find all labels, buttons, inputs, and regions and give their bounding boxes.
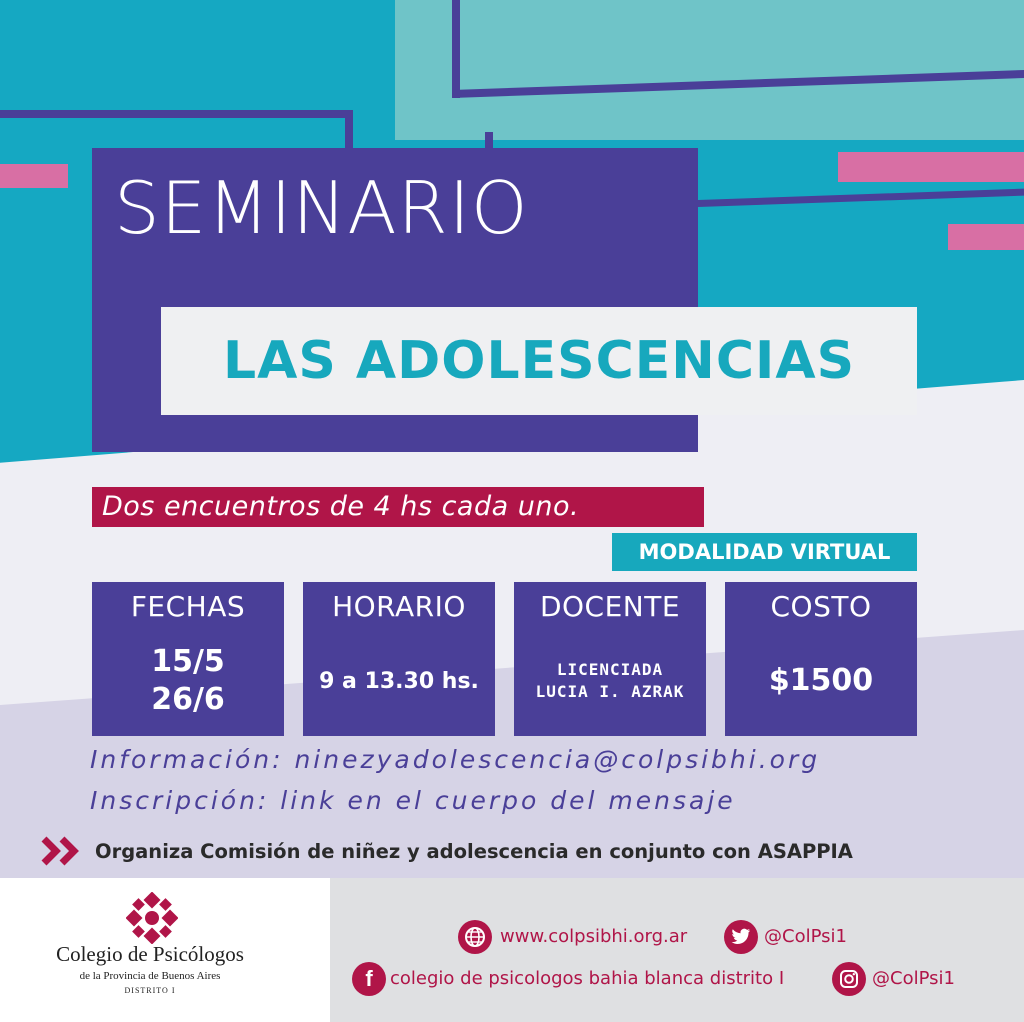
card-fechas xyxy=(92,582,284,736)
logo-district: DISTRITO I xyxy=(124,986,176,995)
decor-pink-bar xyxy=(838,152,1024,182)
twitter-handle[interactable]: @ColPsi1 xyxy=(764,926,847,947)
card-docente xyxy=(514,582,706,736)
card-heading: DOCENTE xyxy=(539,590,681,623)
teacher-title: LICENCIADA xyxy=(556,660,664,679)
website-link[interactable]: www.colpsibhi.org.ar xyxy=(500,926,688,947)
page-title: SEMINARIO xyxy=(114,166,529,250)
college-logo-icon xyxy=(126,892,178,944)
organizer-line: Organiza Comisión de niñez y adolescencia en conjunto con ASAPPIA xyxy=(95,840,853,863)
double-chevron-icon xyxy=(40,836,86,866)
card-heading: FECHAS xyxy=(130,590,246,623)
decor-line xyxy=(345,110,353,150)
globe-icon xyxy=(458,920,492,954)
schedule-value: 9 a 13.30 hs. xyxy=(319,668,479,694)
background-light-teal xyxy=(395,0,1024,140)
date-1: 15/5 xyxy=(151,644,225,679)
card-heading: COSTO xyxy=(770,590,872,623)
card-heading: HORARIO xyxy=(332,590,466,623)
logo-name: Colegio de Psicólogos xyxy=(56,942,244,966)
card-costo xyxy=(725,582,917,736)
info-registration: Inscripción: link en el cuerpo del mensaje xyxy=(90,786,736,815)
teacher-name: LUCIA I. AZRAK xyxy=(535,682,685,701)
decor-pink-bar xyxy=(0,164,68,188)
decor-line xyxy=(0,110,350,118)
decor-pink-bar xyxy=(948,224,1024,250)
tagline: Dos encuentros de 4 hs cada uno. xyxy=(92,487,704,527)
info-email: Información: ninezyadolescencia@colpsibhi.org xyxy=(90,745,821,774)
date-2: 26/6 xyxy=(151,682,225,717)
instagram-icon xyxy=(832,962,866,996)
facebook-icon: f xyxy=(352,962,386,996)
decor-line xyxy=(452,0,460,98)
card-horario xyxy=(303,582,495,736)
logo-subtitle: de la Provincia de Buenos Aires xyxy=(79,970,221,982)
facebook-page[interactable]: colegio de psicologos bahia blanca distrito I xyxy=(390,968,785,989)
twitter-icon xyxy=(724,920,758,954)
instagram-handle[interactable]: @ColPsi1 xyxy=(872,968,955,989)
price-value: $1500 xyxy=(768,663,874,698)
page-subtitle: LAS ADOLESCENCIAS xyxy=(222,331,856,391)
modality-badge: MODALIDAD VIRTUAL xyxy=(612,533,917,571)
